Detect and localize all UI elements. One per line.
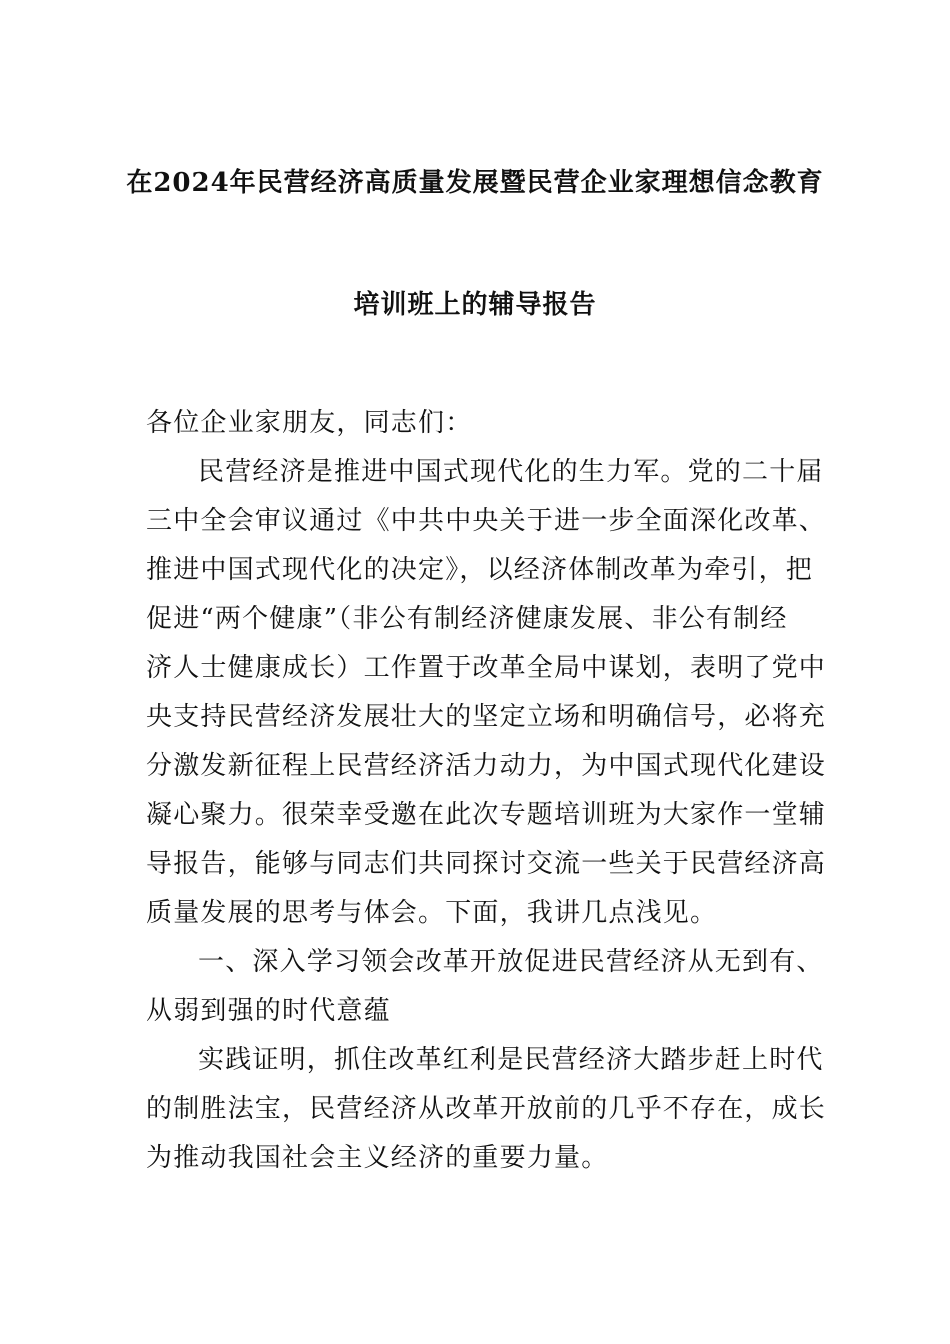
paragraph-1-line-3: 推进中国式现代化的决定》，以经济体制改革为牵引，把 [146, 555, 814, 585]
paragraph-1-line-4: 促进“两个健康”（非公有制经济健康发展、非公有制经 [146, 604, 788, 634]
paragraph-1-line-2: 三中全会审议通过《中共中央关于进一步全面深化改革、 [146, 506, 827, 536]
paragraph-1-line-5: 济人士健康成长）工作置于改革全局中谋划，表明了党中 [146, 653, 827, 683]
paragraph-1-line-9: 导报告，能够与同志们共同探讨交流一些关于民营经济高 [146, 849, 827, 879]
document-title-line-1: 在2024年民营经济高质量发展暨民营企业家理想信念教育 [126, 168, 824, 198]
paragraph-2-line-1: 实践证明，抓住改革红利是民营经济大踏步赶上时代 [198, 1045, 824, 1075]
paragraph-2-line-3: 为推动我国社会主义经济的重要力量。 [146, 1143, 609, 1173]
paragraph-1-line-1: 民营经济是推进中国式现代化的生力军。党的二十届 [198, 457, 824, 487]
paragraph-2-line-2: 的制胜法宝，民营经济从改革开放前的几乎不存在，成长 [146, 1094, 827, 1124]
paragraph-1-line-6: 央支持民营经济发展壮大的坚定立场和明确信号，必将充 [146, 702, 827, 732]
document-title-line-2: 培训班上的辅导报告 [353, 290, 597, 320]
section-heading-1-line-1: 一、深入学习领会改革开放促进民营经济从无到有、 [198, 947, 824, 977]
paragraph-1-line-8: 凝心聚力。很荣幸受邀在此次专题培训班为大家作一堂辅 [146, 800, 827, 830]
section-heading-1-line-2: 从弱到强的时代意蕴 [146, 996, 391, 1026]
paragraph-1-line-10: 质量发展的思考与体会。下面，我讲几点浅见。 [146, 898, 718, 928]
salutation: 各位企业家朋友，同志们： [146, 408, 473, 438]
paragraph-1-line-7: 分激发新征程上民营经济活力动力，为中国式现代化建设 [146, 751, 827, 781]
